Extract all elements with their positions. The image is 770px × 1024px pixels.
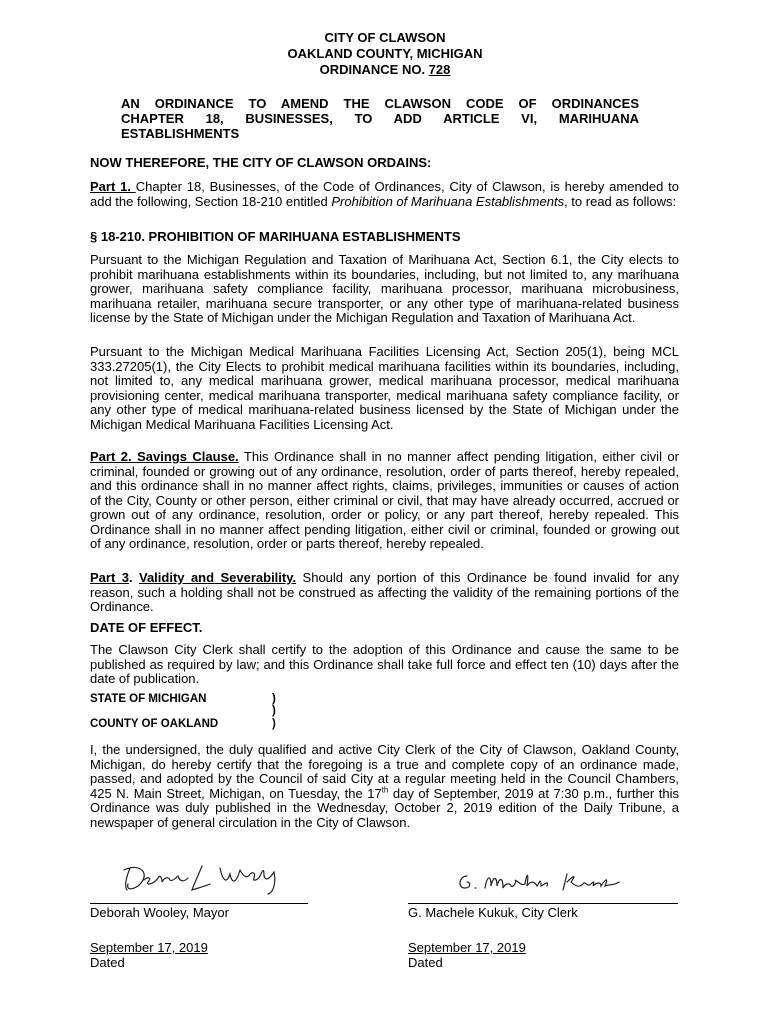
certification-text-a: I, the undersigned, the duly qualified and active City Clerk of the City of Clawson, Oakland County, Michigan, do hereby certify that the foregoing is a true and complete copy of an ordinance made, passed, and adopted by the Council of said City at a regular meeting held in the Council Chambers, 425 N. Main Street, Michigan, on Tuesday, the 17: [90, 742, 679, 801]
ordinance-prefix: ORDINANCE NO.: [319, 62, 429, 77]
effect-heading: DATE OF EFFECT.: [90, 620, 203, 635]
section-heading: § 18-210. PROHIBITION OF MARIHUANA ESTABLISHMENTS: [90, 229, 461, 244]
clerk-signature-line: [408, 903, 678, 904]
document-header: [0, 30, 770, 78]
paragraph-medical-act: Pursuant to the Michigan Medical Marihuana Facilities Licensing Act, Section 205(1), being MCL 333.27205(1), the City Elects to prohibit medical marihuana facilities within its boundaries, including, not limited to, any medical marihuana grower, medical marihuana processor, medical marihuana provisioning center, medical marihuana transporter, medical marihuana safety compliance facility, or any other type of medical marihuana-related business licensed by the State of Michigan under the Michigan Medical Marihuana Facilities Licensing Act.: [90, 344, 679, 432]
venue-paren-3: ): [272, 718, 276, 730]
paragraph-regulation-act: Pursuant to the Michigan Regulation and Taxation of Marihuana Act, Section 6.1, the City elects to prohibit marihuana establishments within its boundaries, including, but not limited to, any marihuana grower, marihuana safety compliance facility, marihuana processor, marihuana microbusiness, marihuana retailer, marihuana secure transporter, or any other type of marihuana-related business license by the State of Michigan under the Michigan Regulation and Taxation of Marihuana Act.: [90, 252, 679, 325]
certification-paragraph: [90, 743, 679, 830]
part3-text: Should any portion of this Ordinance be found invalid for any reason, such a holding shall not be construed as affecting the validity of the remaining portions of the Ordinance.: [90, 570, 679, 614]
venue-paren-2: ): [272, 705, 276, 717]
header-ordinance: [0, 62, 770, 78]
part3-paragraph: [90, 571, 679, 615]
ordinance-number: 728: [428, 62, 451, 77]
header-city: CITY OF CLAWSON: [324, 30, 446, 45]
ordains-heading: NOW THEREFORE, THE CITY OF CLAWSON ORDAINS:: [90, 155, 432, 170]
certification-text-b: day of September, 2019 at 7:30 p.m., further this Ordinance was duly published in the Wednesday, October 2, 2019 edition of the Daily Tribune, a newspaper of general circulation in the City of Clawson.: [90, 785, 679, 830]
venue-county: COUNTY OF OAKLAND: [90, 718, 219, 730]
part1-text-a: Chapter 18, Businesses, of the Code of Ordinances, City of Clawson, is hereby amended to add the following, Section 18-210 entitled: [90, 179, 679, 209]
part3-title: Validity and Severability.: [139, 570, 297, 585]
header-county: OAKLAND COUNTY, MICHIGAN: [287, 46, 483, 61]
part1-paragraph: [90, 180, 679, 209]
clerk-date: September 17, 2019: [408, 940, 526, 955]
part2-label: Part 2. Savings Clause.: [90, 449, 239, 464]
part1-italic: Prohibition of Marihuana Establishments: [331, 193, 565, 209]
venue-paren-1: ): [272, 693, 276, 705]
mayor-signature-line: [90, 903, 308, 904]
title-line-1: AN ORDINANCE TO AMEND THE CLAWSON CODE OF ORDINANCES: [121, 96, 639, 111]
clerk-signature-image: [455, 866, 635, 898]
part3-label: Part 3: [90, 570, 129, 585]
part1-label: Part 1.: [90, 179, 136, 194]
part3-dot: .: [128, 570, 139, 585]
mayor-signature-image: [118, 860, 288, 898]
title-line-2: CHAPTER 18, BUSINESSES, TO ADD ARTICLE VI, MARIHUANA: [121, 111, 639, 126]
clerk-dated-label: Dated: [408, 955, 443, 970]
part1-text-b: , to read as follows:: [564, 193, 677, 209]
mayor-dated-label: Dated: [90, 955, 125, 970]
part2-paragraph: [90, 450, 679, 552]
effect-paragraph: The Clawson City Clerk shall certify to the adoption of this Ordinance and cause the same to be published as required by law; and this Ordinance shall take full force and effect ten (10) days after the date of publication.: [90, 642, 679, 686]
ordinance-title: [121, 96, 639, 141]
clerk-name: G. Machele Kukuk, City Clerk: [408, 905, 578, 920]
mayor-name: Deborah Wooley, Mayor: [90, 905, 229, 920]
part2-text: This Ordinance shall in no manner affect pending litigation, either civil or criminal, founded or growing out of any ordinance, resolution, order of parts thereof, hereby repealed, and this ordinance shall in no manner affect rights, claims, privileges, immunities or causes of action of the City, County or other person, either criminal or civil, that may have already occurred, accrued or grown out of any ordinance, resolution, order or policy, or any part thereof, hereby repealed. This Ordinance shall in no manner affect pending litigation, either civil or criminal, founded or growing out of any ordinance, resolution, order or parts thereof, hereby repealed.: [90, 449, 679, 551]
certification-sup: th: [381, 785, 389, 795]
venue-state: STATE OF MICHIGAN: [90, 693, 207, 705]
mayor-date: September 17, 2019: [90, 940, 208, 955]
title-line-3: ESTABLISHMENTS: [121, 126, 240, 141]
